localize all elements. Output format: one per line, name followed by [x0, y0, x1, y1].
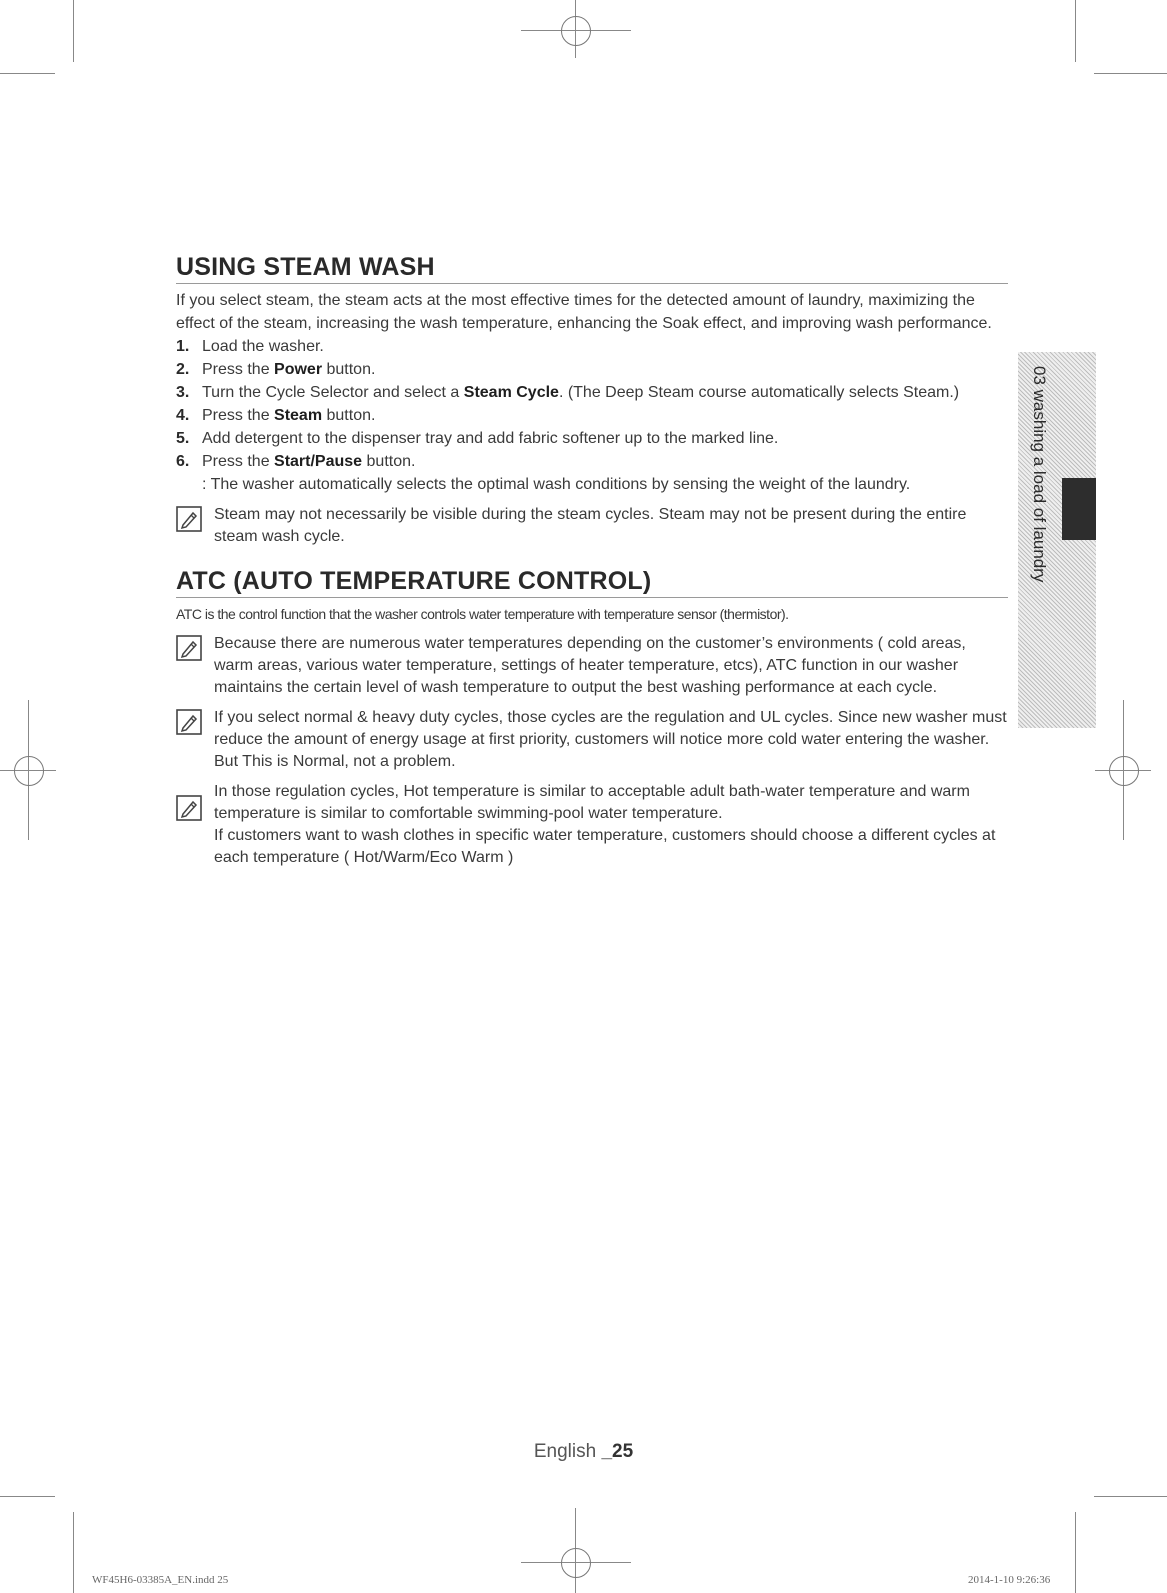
main-content: [176, 252, 1008, 869]
note-pencil-icon: [176, 709, 202, 735]
atc-note-2-text: If you select normal & heavy duty cycles, those cycles are the regulation and UL cycles. Since new washer must reduce the amount of energy usage at first priority, customers will notice more cold water entering the washer. But This is Normal, not a problem.: [214, 709, 1007, 770]
chapter-side-tab: [1018, 352, 1096, 728]
crop-mark-top-right-v: [1075, 0, 1076, 62]
atc-intro-paragraph: ATC is the control function that the washer controls water temperature with temperature sensor (thermistor).: [176, 606, 789, 622]
start-pause-button-label: Start/Pause: [274, 453, 363, 470]
step-2: 2. Press the Power button.: [176, 361, 376, 378]
note-pencil-icon: [176, 795, 202, 821]
atc-note-3-text: In those regulation cycles, Hot temperature is similar to acceptable adult bath-water temperature and warm temperature is similar to comfortable swimming-pool water temperature.: [214, 783, 970, 822]
steam-note-text: Steam may not necessarily be visible during the steam cycles. Steam may not be present during the entire steam wash cycle.: [214, 506, 967, 545]
step-4: 4. Press the Steam button.: [176, 407, 376, 424]
note-pencil-icon: [176, 506, 202, 532]
page-number: [0, 1441, 1167, 1463]
crop-mark-bottom-right-h: [1094, 1496, 1167, 1497]
step-3: 3. Turn the Cycle Selector and select a Steam Cycle. (The Deep Steam course automatically selects Steam.): [176, 384, 960, 401]
steam-note: [176, 504, 1008, 548]
step-6: 6. Press the Start/Pause button.: [176, 453, 416, 470]
chapter-tab-marker: [1062, 478, 1096, 540]
chapter-tab-label: 03 washing a load of laundry: [1030, 366, 1049, 583]
step-5: 5. Add detergent to the dispenser tray and add fabric softener up to the marked line.: [176, 430, 779, 447]
crop-mark-top-right-h: [1094, 73, 1167, 74]
page-number-value: _25: [601, 1441, 634, 1462]
atc-note-1: [176, 633, 1008, 699]
steam-intro-paragraph: If you select steam, the steam acts at the most effective times for the detected amount of laundry, maximizing the effect of the steam, increasing the wash temperature, enhancing the Soak effect, and improving wash performance.: [176, 292, 992, 332]
print-file-name: WF45H6-03385A_EN.indd 25: [92, 1574, 229, 1586]
crop-mark-bottom-right-v: [1075, 1512, 1076, 1593]
steam-cycle-label: Steam Cycle: [463, 384, 559, 401]
steam-section-heading: USING STEAM WASH: [176, 252, 1008, 284]
steam-steps-list: [176, 335, 1008, 473]
steam-button-label: Steam: [274, 407, 323, 424]
page-language: English: [533, 1441, 602, 1462]
crop-mark-bottom-left-h: [0, 1496, 55, 1497]
crop-mark-top-left-h: [0, 73, 55, 74]
atc-section-heading: ATC (AUTO TEMPERATURE CONTROL): [176, 566, 1008, 598]
atc-note-3-extra: If customers want to wash clothes in specific water temperature, customers should choose a different cycles at each temperature ( Hot/Warm/Eco Warm ): [214, 827, 996, 866]
crop-mark-bottom-left-v: [73, 1512, 74, 1593]
print-timestamp: 2014-1-10 9:26:36: [968, 1574, 1051, 1586]
note-pencil-icon: [176, 635, 202, 661]
power-button-label: Power: [274, 361, 323, 378]
crop-mark-top-left-v: [73, 0, 74, 62]
atc-note-1-text: Because there are numerous water temperatures depending on the customer’s environments ( cold areas, warm areas, various water temperature, settings of heater temperature, etcs), ATC function in our washer maintains the certain level of wash temperature to output the best washing performance at each cycle.: [214, 635, 966, 696]
atc-note-2: [176, 707, 1008, 773]
atc-note-3: [176, 781, 1008, 869]
step-6-detail: : The washer automatically selects the optimal wash conditions by sensing the weight of the laundry.: [202, 476, 911, 493]
step-1: 1. Load the washer.: [176, 338, 324, 355]
